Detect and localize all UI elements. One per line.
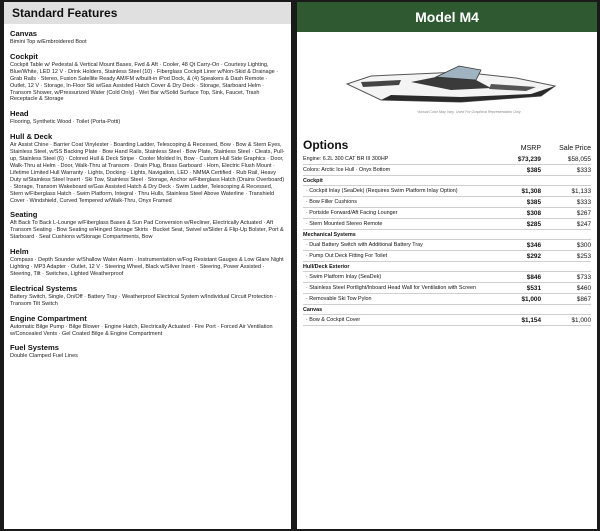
option-msrp: $285 <box>526 220 541 228</box>
option-sale-price: $867 <box>576 295 591 303</box>
feature-section <box>10 314 285 338</box>
option-name: Engine: 6.2L 300 CAT BR III 300HP <box>303 155 389 162</box>
option-name: · Stainless Steel Portlight/Inboard Head Wall for Ventilation with Screen <box>306 284 476 291</box>
option-row <box>303 197 591 208</box>
feature-section-text: Automatic Bilge Pump · Bilge Blower · Engine Hatch, Electrically Actuated · Fire Port · Forced Air Ventilation w/Concealed Vents · Gel Coated Bilge & Engine Compartment <box>10 323 273 337</box>
options-title: Options <box>303 138 349 152</box>
feature-section-heading: Electrical Systems <box>10 283 78 293</box>
option-msrp: $1,000 <box>521 295 541 303</box>
feature-section-heading: Cockpit <box>10 51 38 61</box>
option-name: · Bow Filler Cushions <box>306 198 357 205</box>
option-row <box>303 219 591 230</box>
feature-section <box>10 284 285 308</box>
option-row <box>303 165 591 176</box>
standard-features-panel <box>4 2 291 529</box>
option-msrp: $531 <box>526 284 541 292</box>
option-msrp: $385 <box>526 198 541 206</box>
option-sale-price: $1,000 <box>571 316 591 324</box>
option-row <box>303 272 591 283</box>
option-sale-price: $58,055 <box>567 155 591 163</box>
feature-section-text: Air Assist Chine · Barrier Coat Vinylester · Boarding Ladder, Telescoping & Recessed, Bow · Bow & Stern Eyes, Stainless Steel, w/SS Backing Plate · Bow Hand Rails, Stainless Steel · Bow Plate, Stainless Steel · Cleats, Pull-up, Stainless Steel (6) · Colored Hull & Deck Stripe · Cooler Molded In, Bow · Custom Hull Side Graphics · Door, Walk-Thru at Helm · Door, Walk-Thru at Transom · Drain Plug, Brass Garboard · Horn, Electric Flush Mount · Lifetime Limited Hull Warranty · Lights, Docking · Lights, Navigation, LED · NMMA Certified · Rub Rail, Heavy Duty w/Stainless Steel Insert · Ski Tow, Stainless Steel · Storage, Anchor w/Fiberglass Hatch (Drains Overboard) · Storage, Transom Wakeboard w/Gas Assisted Hatch & Dry Deck · Swim Ladder, Telescoping & Recessed, Stern w/Fiberglass Hatch · Swim Platform, Integral · Thru Hulls, Stainless Steel Above Waterline · Transhield Cover · Windshield, Curved Tempered w/Walk-Thru, Onyx Framed <box>10 142 285 204</box>
option-sale-price: $253 <box>576 252 591 260</box>
option-category: Mechanical Systems <box>303 230 591 240</box>
feature-section-heading: Seating <box>10 210 38 220</box>
option-name: · Portside Forward/Aft Facing Lounger <box>306 209 398 216</box>
option-name: · Stern Mounted Stereo Remote <box>306 220 383 227</box>
feature-sections <box>10 29 285 360</box>
option-row <box>303 294 591 305</box>
option-name: · Dual Battery Switch with Additional Battery Tray <box>306 241 423 248</box>
option-name: · Pump Out Deck Fitting For Toilet <box>306 252 388 259</box>
feature-section-text: Bimini Top w/Embroidered Boot <box>10 39 87 45</box>
option-msrp: $73,239 <box>517 155 541 163</box>
option-name: · Swim Platform Inlay (SeaDek) <box>306 273 382 280</box>
option-msrp: $308 <box>526 209 541 217</box>
feature-section-text: Compass · Depth Sounder w/Shallow Water Alarm · Instrumentation w/Fog Resistant Gauges & Low Glare Night Lighting · MP3 Adapter · Outlet, 12 V · Steering Wheel, Black w/Silver Insert · Steering, Power Assisted · Steering, Tilt · Switches, Lighted Weatherproof <box>10 257 284 277</box>
option-category: Cockpit <box>303 176 591 186</box>
feature-section <box>10 247 285 278</box>
option-category: Canvas <box>303 305 591 315</box>
option-row <box>303 283 591 294</box>
feature-section <box>10 132 285 204</box>
feature-section-heading: Engine Compartment <box>10 313 87 323</box>
option-msrp: $385 <box>526 166 541 174</box>
feature-section <box>10 29 285 46</box>
feature-section-text: Double Clamped Fuel Lines <box>10 353 78 360</box>
option-name: Colors: Arctic Ice Hull · Onyx Bottom <box>303 166 391 173</box>
standard-features-title: Standard Features <box>4 2 291 24</box>
boat-illustration <box>341 44 561 114</box>
boat-image <box>297 32 597 136</box>
option-sale-price: $333 <box>576 166 591 174</box>
feature-section-heading: Canvas <box>10 29 38 38</box>
option-name: · Cockpit Inlay (SeaDek) (Requires Swim Platform Inlay Option) <box>306 187 458 194</box>
model-panel <box>297 2 597 529</box>
feature-section-heading: Fuel Systems <box>10 343 59 353</box>
feature-section-text: Cockpit Table w/ Pedestal & Vertical Mount Bases, Fwd & Aft · Cooler, 48 Qt Carry-On · Courtesy Lighting, Blue/White, LED 12 V · Drink Holders, Stainless Steel (10) · Fiberglass Cockpit Liner w/Non-Skid & Drainage · Grab Rails · Stereo, Fusion Satellite Ready AM/FM w/built-in iPod Dock, & (4) Speakers & Dash Remote · Outlet, 12 V · Storage, In-Floor Ski w/Gas Assisted Hatch Cover & Dry Deck · Storage, Starboard Helm · Transom Shower, w/Pressurized Water (Cold Only) · Wet Bar w/Solid Surface Top, Sink, Faucet, Trash Receptacle & Storage <box>10 61 279 103</box>
option-row <box>303 315 591 326</box>
option-name: · Bow & Cockpit Cover <box>306 316 361 323</box>
feature-section-heading: Helm <box>10 247 29 257</box>
feature-section-text: Aft Back To Back L-Lounge w/Fiberglass Bases & Sun Pad Conversion w/Recliner, Electrically Actuated · Aft Transom Seating · Bow Seating w/Hinged Storage Skirts · Bucket Seat, Swivel w/Slider & Flip-Up Bolster, Port & Starboard · Seat Cushions w/Storage Compartments, Bow <box>10 220 284 241</box>
feature-section-text: Flooring, Synthetic Wood · Toilet (Porta-Potti) <box>10 119 121 126</box>
feature-section <box>10 210 285 241</box>
options-rows <box>303 154 591 326</box>
feature-section-heading: Hull & Deck <box>10 132 53 142</box>
option-sale-price: $267 <box>576 209 591 217</box>
option-row <box>303 208 591 219</box>
option-msrp: $1,308 <box>521 187 541 195</box>
option-sale-price: $460 <box>576 284 591 292</box>
option-sale-price: $333 <box>576 198 591 206</box>
option-sale-price: $733 <box>576 273 591 281</box>
sale-price-column-header: Sale Price <box>559 145 591 152</box>
model-title: Model M4 <box>297 2 597 32</box>
feature-section <box>10 109 285 126</box>
option-row <box>303 240 591 251</box>
feature-section-text: Battery Switch, Single, On/Off · Battery Tray · Weatherproof Electrical System w/Individual Circuit Protection · Transom Tilt Switch <box>10 293 277 307</box>
feature-section-heading: Head <box>10 109 29 119</box>
feature-section <box>10 52 285 103</box>
option-name: · Removable Ski Tow Pylon <box>306 295 372 302</box>
options-header <box>303 136 591 152</box>
option-row <box>303 154 591 165</box>
option-row <box>303 186 591 197</box>
option-row <box>303 251 591 262</box>
option-msrp: $292 <box>526 252 541 260</box>
feature-section <box>10 343 285 360</box>
option-msrp: $1,154 <box>521 316 541 324</box>
option-sale-price: $247 <box>576 220 591 228</box>
option-msrp: $846 <box>526 273 541 281</box>
boat-caption: *Actual Color May Vary. Used For Graphical Representation Only <box>417 110 521 114</box>
options-table <box>297 136 597 326</box>
msrp-column-header: MSRP <box>520 145 541 152</box>
option-msrp: $346 <box>526 241 541 249</box>
option-sale-price: $300 <box>576 241 591 249</box>
option-sale-price: $1,133 <box>571 187 591 195</box>
option-category: Hull/Deck Exterior <box>303 262 591 272</box>
